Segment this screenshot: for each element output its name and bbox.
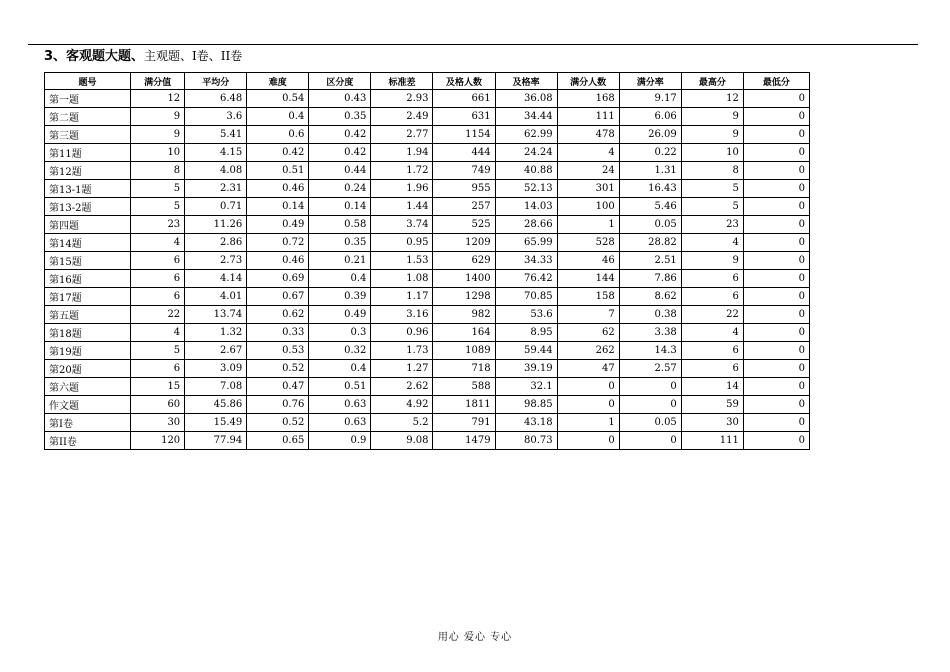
row-label-cell: 第一题 [45, 90, 131, 108]
value-cell: 1.27 [371, 360, 433, 378]
value-cell: 0 [619, 432, 681, 450]
value-cell: 629 [433, 252, 495, 270]
value-cell: 0.46 [247, 252, 309, 270]
value-cell: 0 [743, 342, 809, 360]
value-cell: 0 [557, 432, 619, 450]
column-header: 难度 [247, 73, 309, 90]
value-cell: 5 [131, 180, 185, 198]
value-cell: 955 [433, 180, 495, 198]
value-cell: 24 [557, 162, 619, 180]
value-cell: 1.53 [371, 252, 433, 270]
value-cell: 9.08 [371, 432, 433, 450]
row-label-cell: 第15题 [45, 252, 131, 270]
value-cell: 9 [131, 108, 185, 126]
value-cell: 301 [557, 180, 619, 198]
value-cell: 0 [619, 396, 681, 414]
value-cell: 0.14 [247, 198, 309, 216]
value-cell: 9 [131, 126, 185, 144]
value-cell: 2.57 [619, 360, 681, 378]
value-cell: 2.86 [185, 234, 247, 252]
value-cell: 8.62 [619, 288, 681, 306]
value-cell: 0 [743, 198, 809, 216]
value-cell: 1209 [433, 234, 495, 252]
value-cell: 5 [681, 180, 743, 198]
value-cell: 525 [433, 216, 495, 234]
table-row [45, 126, 810, 144]
table-row [45, 252, 810, 270]
value-cell: 2.51 [619, 252, 681, 270]
value-cell: 5.46 [619, 198, 681, 216]
value-cell: 4.15 [185, 144, 247, 162]
value-cell: 3.6 [185, 108, 247, 126]
value-cell: 12 [681, 90, 743, 108]
value-cell: 62 [557, 324, 619, 342]
value-cell: 0.47 [247, 378, 309, 396]
value-cell: 0 [743, 378, 809, 396]
value-cell: 0.4 [247, 108, 309, 126]
value-cell: 6 [131, 288, 185, 306]
value-cell: 76.42 [495, 270, 557, 288]
column-header: 及格率 [495, 73, 557, 90]
row-label-cell: 第四题 [45, 216, 131, 234]
value-cell: 1.72 [371, 162, 433, 180]
value-cell: 4 [681, 324, 743, 342]
value-cell: 0.53 [247, 342, 309, 360]
value-cell: 0.54 [247, 90, 309, 108]
value-cell: 1.73 [371, 342, 433, 360]
value-cell: 0.67 [247, 288, 309, 306]
value-cell: 1.94 [371, 144, 433, 162]
value-cell: 0.52 [247, 414, 309, 432]
value-cell: 2.31 [185, 180, 247, 198]
table-row [45, 288, 810, 306]
value-cell: 1.08 [371, 270, 433, 288]
value-cell: 528 [557, 234, 619, 252]
value-cell: 1154 [433, 126, 495, 144]
value-cell: 0 [743, 144, 809, 162]
column-header: 区分度 [309, 73, 371, 90]
row-label-cell: 第13-1题 [45, 180, 131, 198]
value-cell: 0 [743, 414, 809, 432]
value-cell: 588 [433, 378, 495, 396]
value-cell: 5 [131, 198, 185, 216]
value-cell: 1 [557, 216, 619, 234]
value-cell: 5.2 [371, 414, 433, 432]
value-cell: 9 [681, 126, 743, 144]
value-cell: 0 [743, 432, 809, 450]
value-cell: 43.18 [495, 414, 557, 432]
value-cell: 14.03 [495, 198, 557, 216]
value-cell: 2.73 [185, 252, 247, 270]
value-cell: 98.85 [495, 396, 557, 414]
value-cell: 14.3 [619, 342, 681, 360]
value-cell: 10 [131, 144, 185, 162]
section-heading-bold: 3、客观题大题、 [44, 49, 145, 64]
value-cell: 9.17 [619, 90, 681, 108]
value-cell: 0.44 [309, 162, 371, 180]
value-cell: 1089 [433, 342, 495, 360]
value-cell: 0.46 [247, 180, 309, 198]
value-cell: 718 [433, 360, 495, 378]
column-header: 满分人数 [557, 73, 619, 90]
column-header: 满分值 [131, 73, 185, 90]
value-cell: 0 [743, 270, 809, 288]
value-cell: 30 [131, 414, 185, 432]
value-cell: 0.42 [309, 144, 371, 162]
value-cell: 0 [743, 234, 809, 252]
value-cell: 2.77 [371, 126, 433, 144]
value-cell: 0 [619, 378, 681, 396]
value-cell: 0 [743, 396, 809, 414]
value-cell: 1400 [433, 270, 495, 288]
top-rule [28, 44, 918, 45]
value-cell: 791 [433, 414, 495, 432]
value-cell: 6 [681, 342, 743, 360]
value-cell: 100 [557, 198, 619, 216]
value-cell: 8 [681, 162, 743, 180]
value-cell: 0.33 [247, 324, 309, 342]
value-cell: 6 [681, 270, 743, 288]
value-cell: 0.38 [619, 306, 681, 324]
value-cell: 80.73 [495, 432, 557, 450]
row-label-cell: 第二题 [45, 108, 131, 126]
column-header: 满分率 [619, 73, 681, 90]
value-cell: 168 [557, 90, 619, 108]
value-cell: 5.41 [185, 126, 247, 144]
table-header-row [45, 73, 810, 90]
column-header: 平均分 [185, 73, 247, 90]
value-cell: 14 [681, 378, 743, 396]
value-cell: 0 [743, 360, 809, 378]
value-cell: 1.31 [619, 162, 681, 180]
value-cell: 0.39 [309, 288, 371, 306]
value-cell: 32.1 [495, 378, 557, 396]
value-cell: 0.49 [247, 216, 309, 234]
value-cell: 0 [743, 288, 809, 306]
statistics-table [44, 72, 810, 450]
value-cell: 8.95 [495, 324, 557, 342]
column-header: 题号 [45, 73, 131, 90]
value-cell: 1811 [433, 396, 495, 414]
value-cell: 661 [433, 90, 495, 108]
value-cell: 36.08 [495, 90, 557, 108]
value-cell: 0.65 [247, 432, 309, 450]
value-cell: 6 [681, 288, 743, 306]
table-row [45, 198, 810, 216]
value-cell: 6.48 [185, 90, 247, 108]
value-cell: 0.21 [309, 252, 371, 270]
value-cell: 45.86 [185, 396, 247, 414]
value-cell: 9 [681, 252, 743, 270]
value-cell: 4 [681, 234, 743, 252]
table-row [45, 396, 810, 414]
value-cell: 3.74 [371, 216, 433, 234]
value-cell: 28.66 [495, 216, 557, 234]
value-cell: 0.35 [309, 234, 371, 252]
table-row [45, 414, 810, 432]
value-cell: 0 [743, 90, 809, 108]
table-row [45, 162, 810, 180]
section-heading [44, 46, 242, 67]
value-cell: 0.05 [619, 216, 681, 234]
value-cell: 4 [131, 324, 185, 342]
value-cell: 0.9 [309, 432, 371, 450]
value-cell: 0.6 [247, 126, 309, 144]
row-label-cell: 第18题 [45, 324, 131, 342]
table-row [45, 432, 810, 450]
value-cell: 6 [681, 360, 743, 378]
value-cell: 59 [681, 396, 743, 414]
value-cell: 4.92 [371, 396, 433, 414]
value-cell: 4.01 [185, 288, 247, 306]
value-cell: 478 [557, 126, 619, 144]
table-row [45, 360, 810, 378]
value-cell: 77.94 [185, 432, 247, 450]
column-header: 最低分 [743, 73, 809, 90]
value-cell: 0.32 [309, 342, 371, 360]
value-cell: 34.44 [495, 108, 557, 126]
value-cell: 0.51 [309, 378, 371, 396]
value-cell: 23 [131, 216, 185, 234]
value-cell: 0.63 [309, 414, 371, 432]
row-label-cell: 第14题 [45, 234, 131, 252]
value-cell: 0.4 [309, 270, 371, 288]
value-cell: 11.26 [185, 216, 247, 234]
value-cell: 5 [131, 342, 185, 360]
value-cell: 52.13 [495, 180, 557, 198]
value-cell: 6.06 [619, 108, 681, 126]
value-cell: 30 [681, 414, 743, 432]
value-cell: 24.24 [495, 144, 557, 162]
value-cell: 6 [131, 360, 185, 378]
value-cell: 1.44 [371, 198, 433, 216]
value-cell: 4.08 [185, 162, 247, 180]
value-cell: 40.88 [495, 162, 557, 180]
value-cell: 0.42 [247, 144, 309, 162]
value-cell: 0 [743, 252, 809, 270]
value-cell: 0.95 [371, 234, 433, 252]
value-cell: 53.6 [495, 306, 557, 324]
value-cell: 59.44 [495, 342, 557, 360]
table-row [45, 306, 810, 324]
value-cell: 62.99 [495, 126, 557, 144]
row-label-cell: 第19题 [45, 342, 131, 360]
value-cell: 0.22 [619, 144, 681, 162]
value-cell: 7 [557, 306, 619, 324]
value-cell: 0.71 [185, 198, 247, 216]
table-row [45, 90, 810, 108]
value-cell: 1 [557, 414, 619, 432]
value-cell: 158 [557, 288, 619, 306]
value-cell: 0.76 [247, 396, 309, 414]
column-header: 标准差 [371, 73, 433, 90]
value-cell: 1.17 [371, 288, 433, 306]
value-cell: 3.16 [371, 306, 433, 324]
value-cell: 3.38 [619, 324, 681, 342]
value-cell: 0 [743, 162, 809, 180]
value-cell: 0 [557, 396, 619, 414]
value-cell: 13.74 [185, 306, 247, 324]
value-cell: 0.52 [247, 360, 309, 378]
value-cell: 0.51 [247, 162, 309, 180]
value-cell: 12 [131, 90, 185, 108]
value-cell: 2.49 [371, 108, 433, 126]
value-cell: 144 [557, 270, 619, 288]
row-label-cell: 第11题 [45, 144, 131, 162]
value-cell: 0.35 [309, 108, 371, 126]
value-cell: 70.85 [495, 288, 557, 306]
value-cell: 111 [557, 108, 619, 126]
table-row [45, 216, 810, 234]
value-cell: 0 [743, 108, 809, 126]
row-label-cell: 第20题 [45, 360, 131, 378]
value-cell: 0.62 [247, 306, 309, 324]
value-cell: 0.49 [309, 306, 371, 324]
value-cell: 631 [433, 108, 495, 126]
value-cell: 1.32 [185, 324, 247, 342]
value-cell: 120 [131, 432, 185, 450]
value-cell: 34.33 [495, 252, 557, 270]
value-cell: 5 [681, 198, 743, 216]
value-cell: 1.96 [371, 180, 433, 198]
table-body [45, 90, 810, 450]
row-label-cell: 第六题 [45, 378, 131, 396]
value-cell: 0.72 [247, 234, 309, 252]
row-label-cell: 第17题 [45, 288, 131, 306]
value-cell: 2.93 [371, 90, 433, 108]
table-row [45, 144, 810, 162]
value-cell: 111 [681, 432, 743, 450]
row-label-cell: 作文题 [45, 396, 131, 414]
row-label-cell: 第I卷 [45, 414, 131, 432]
value-cell: 982 [433, 306, 495, 324]
row-label-cell: 第13-2题 [45, 198, 131, 216]
value-cell: 0 [743, 306, 809, 324]
value-cell: 262 [557, 342, 619, 360]
value-cell: 0.14 [309, 198, 371, 216]
value-cell: 60 [131, 396, 185, 414]
row-label-cell: 第16题 [45, 270, 131, 288]
table-row [45, 234, 810, 252]
value-cell: 0.24 [309, 180, 371, 198]
value-cell: 22 [681, 306, 743, 324]
value-cell: 7.08 [185, 378, 247, 396]
value-cell: 749 [433, 162, 495, 180]
value-cell: 2.62 [371, 378, 433, 396]
value-cell: 0 [743, 324, 809, 342]
value-cell: 2.67 [185, 342, 247, 360]
row-label-cell: 第12题 [45, 162, 131, 180]
value-cell: 1479 [433, 432, 495, 450]
value-cell: 4 [557, 144, 619, 162]
row-label-cell: 第五题 [45, 306, 131, 324]
value-cell: 257 [433, 198, 495, 216]
value-cell: 0.63 [309, 396, 371, 414]
value-cell: 39.19 [495, 360, 557, 378]
value-cell: 10 [681, 144, 743, 162]
row-label-cell: 第三题 [45, 126, 131, 144]
value-cell: 0 [557, 378, 619, 396]
value-cell: 0.43 [309, 90, 371, 108]
value-cell: 6 [131, 252, 185, 270]
value-cell: 15 [131, 378, 185, 396]
value-cell: 0.96 [371, 324, 433, 342]
page-footer: 用心 爱心 专心 [437, 632, 513, 643]
table-row [45, 108, 810, 126]
value-cell: 3.09 [185, 360, 247, 378]
value-cell: 0 [743, 216, 809, 234]
value-cell: 47 [557, 360, 619, 378]
value-cell: 0.4 [309, 360, 371, 378]
value-cell: 6 [131, 270, 185, 288]
table-row [45, 270, 810, 288]
value-cell: 0 [743, 126, 809, 144]
value-cell: 65.99 [495, 234, 557, 252]
table-row [45, 378, 810, 396]
value-cell: 15.49 [185, 414, 247, 432]
row-label-cell: 第II卷 [45, 432, 131, 450]
value-cell: 0.3 [309, 324, 371, 342]
value-cell: 22 [131, 306, 185, 324]
section-heading-light: 主观题、I卷、II卷 [144, 49, 243, 63]
value-cell: 4 [131, 234, 185, 252]
value-cell: 444 [433, 144, 495, 162]
column-header: 及格人数 [433, 73, 495, 90]
value-cell: 0.69 [247, 270, 309, 288]
value-cell: 16.43 [619, 180, 681, 198]
value-cell: 23 [681, 216, 743, 234]
value-cell: 9 [681, 108, 743, 126]
value-cell: 0.05 [619, 414, 681, 432]
value-cell: 8 [131, 162, 185, 180]
value-cell: 164 [433, 324, 495, 342]
value-cell: 0.58 [309, 216, 371, 234]
value-cell: 0 [743, 180, 809, 198]
value-cell: 1298 [433, 288, 495, 306]
value-cell: 28.82 [619, 234, 681, 252]
value-cell: 0.42 [309, 126, 371, 144]
column-header: 最高分 [681, 73, 743, 90]
table-row [45, 324, 810, 342]
value-cell: 4.14 [185, 270, 247, 288]
value-cell: 7.86 [619, 270, 681, 288]
value-cell: 26.09 [619, 126, 681, 144]
table-row [45, 180, 810, 198]
table-row [45, 342, 810, 360]
value-cell: 46 [557, 252, 619, 270]
